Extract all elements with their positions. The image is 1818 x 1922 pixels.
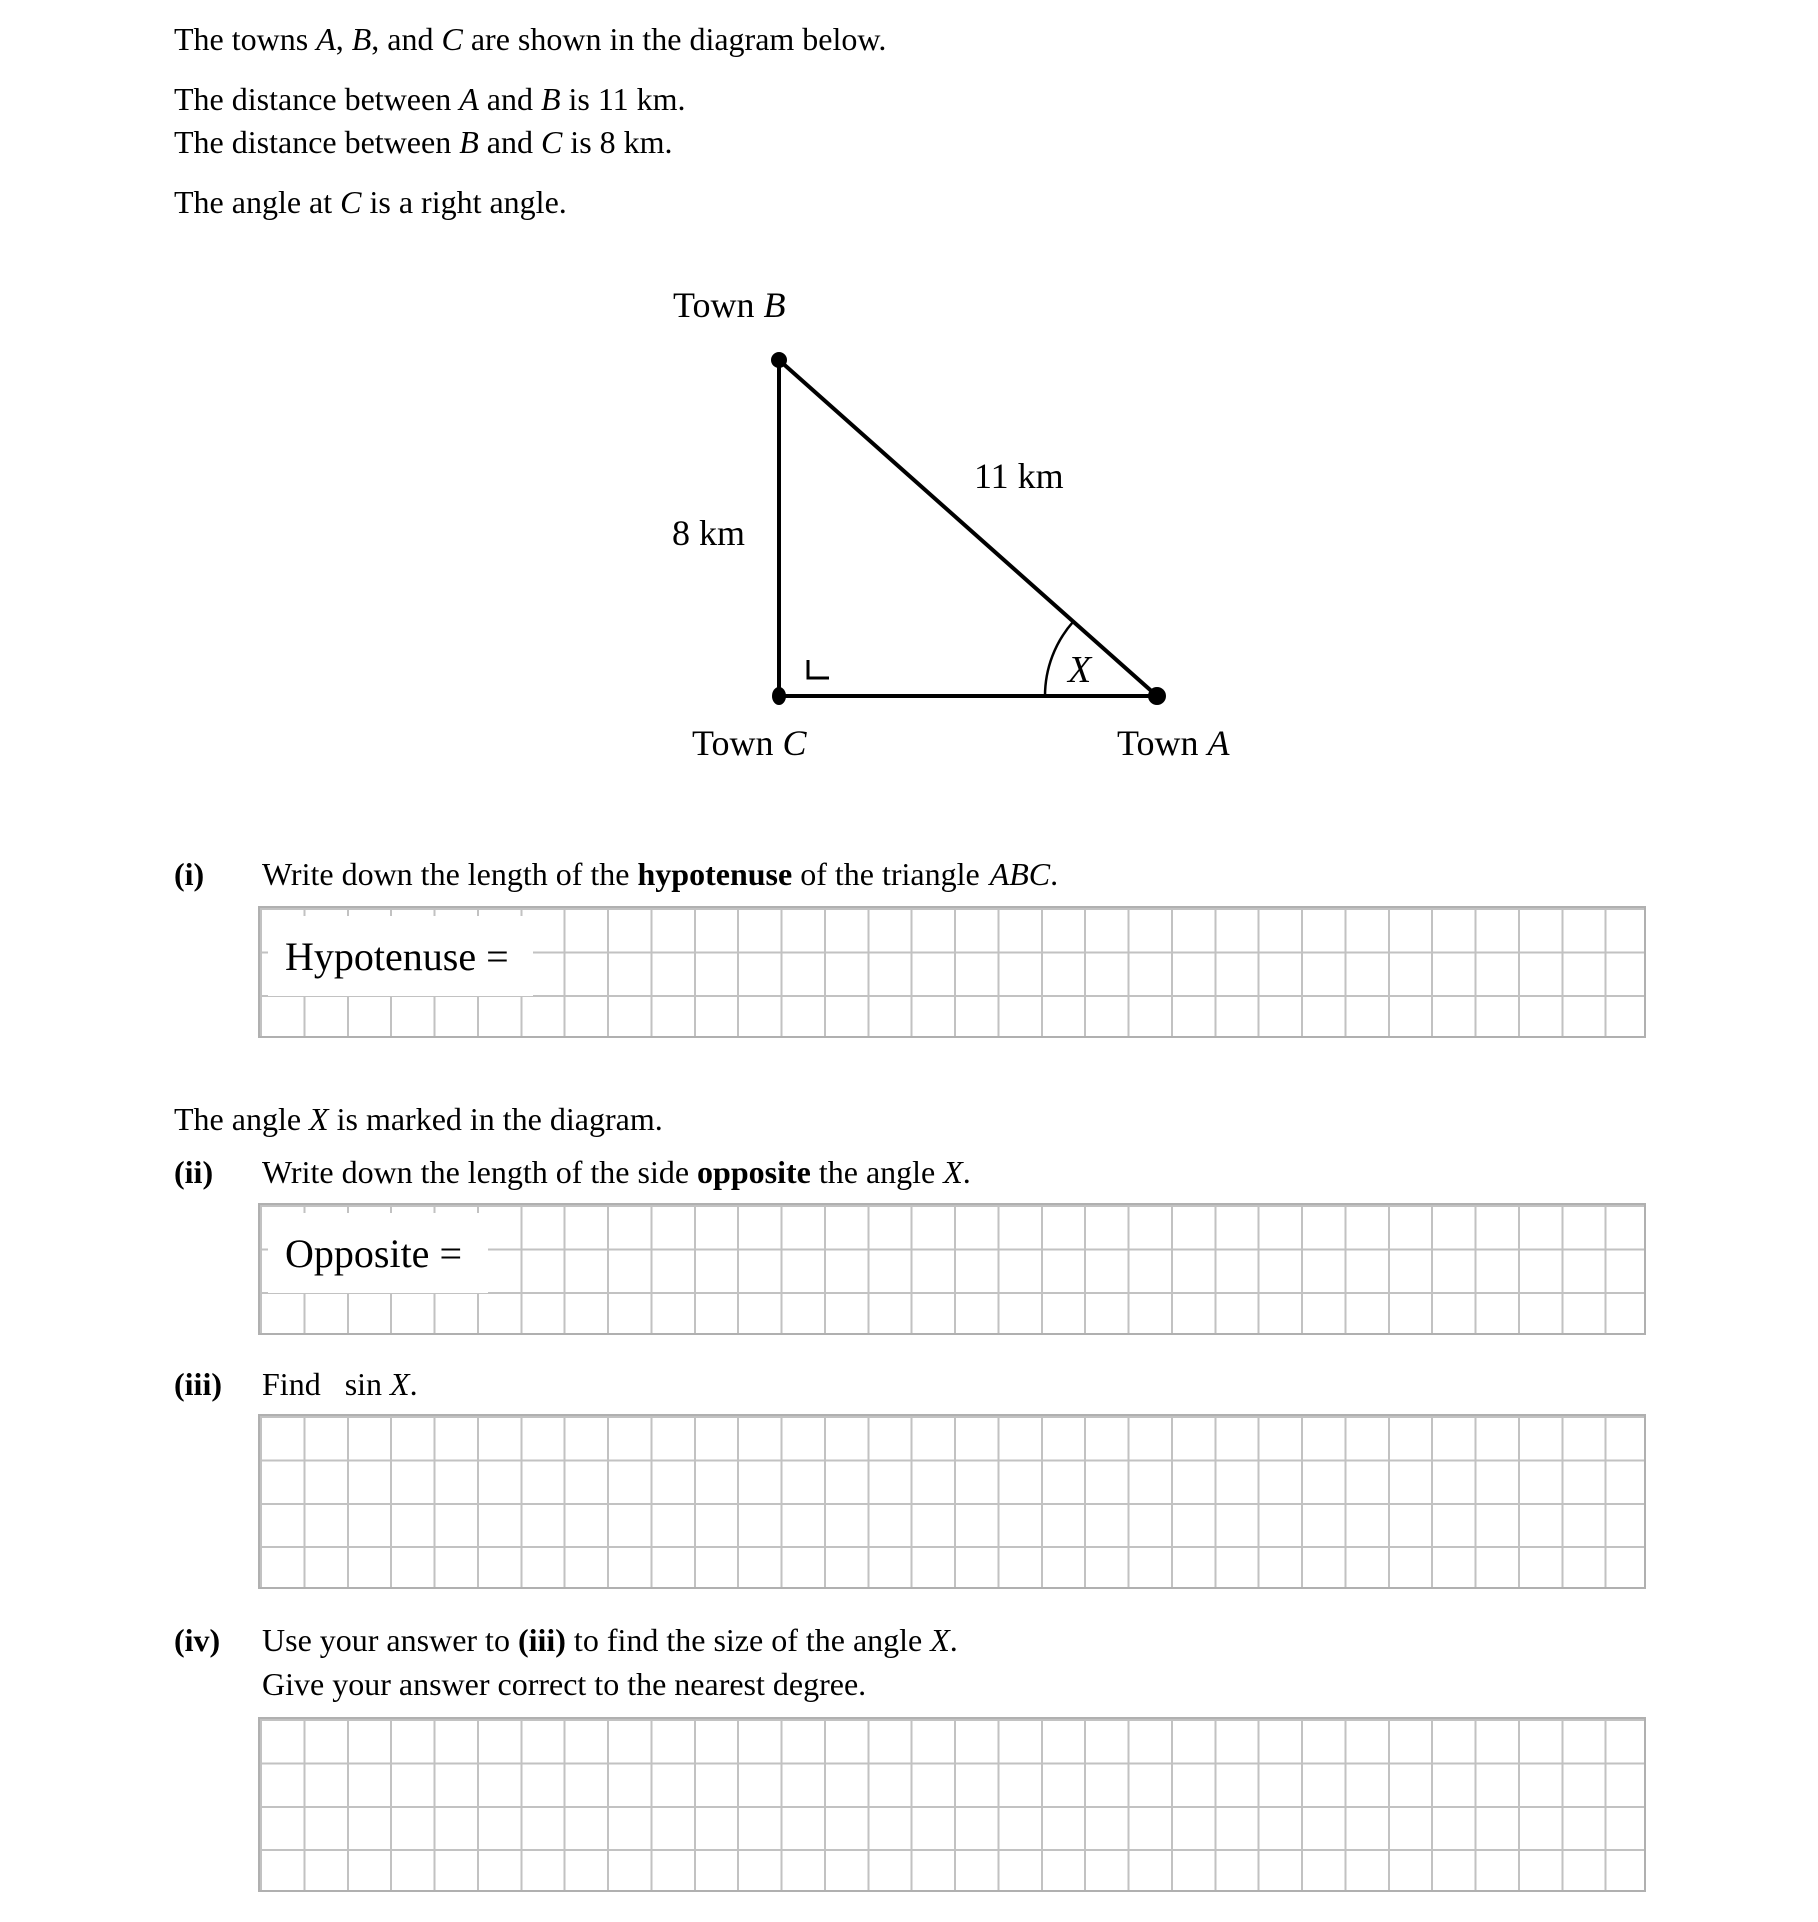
var-B: B xyxy=(351,21,372,57)
var-C: C xyxy=(340,184,362,220)
var-C: C xyxy=(540,124,563,160)
answer-grid-iv xyxy=(258,1717,1646,1892)
question-iv-text-line2: Give your answer correct to the nearest degree. xyxy=(262,1666,867,1702)
town-c-label: Town C xyxy=(692,723,807,763)
answer-grid-i xyxy=(258,906,1646,1038)
var-A: A xyxy=(316,21,336,57)
answer-panel-hypotenuse xyxy=(268,916,533,996)
opposite-answer-label: Opposite xyxy=(285,1230,430,1276)
question-ii-number: (ii) xyxy=(174,1154,214,1190)
question-iii-number: (iii) xyxy=(174,1366,222,1402)
equals-sign: = xyxy=(439,1230,462,1276)
town-b-label: Town B xyxy=(673,285,786,325)
intro-line-1: The towns A, B, and C are shown in the diagram below. xyxy=(174,21,887,57)
answer-grid-ii xyxy=(258,1203,1646,1335)
angle-note-line: The angle X is marked in the diagram. xyxy=(174,1101,663,1137)
intro-line-3: The distance between B and C is 8 km. xyxy=(174,124,673,160)
vertex-a-dot xyxy=(1148,687,1166,705)
intro-line-4: The angle at C is a right angle. xyxy=(174,184,567,220)
answer-grid-iii xyxy=(258,1414,1646,1589)
var-B: B xyxy=(540,81,561,117)
angle-x-label: X xyxy=(1068,649,1092,691)
var-X: X xyxy=(390,1366,410,1402)
intro-line-2: The distance between A and B is 11 km. xyxy=(174,81,686,117)
var-X: X xyxy=(309,1101,329,1137)
var-X: X xyxy=(930,1622,950,1658)
vertex-b-dot xyxy=(771,352,787,368)
var-X: X xyxy=(943,1154,963,1190)
side-bc-length-label: 8 km xyxy=(671,513,745,553)
town-a-label: Town A xyxy=(1117,723,1230,763)
var-C: C xyxy=(441,21,463,57)
question-i-text: Write down the length of the hypotenuse of the triangle ABC. xyxy=(262,856,1059,892)
side-ab-hypotenuse-line xyxy=(779,360,1157,696)
question-iii-text: Find sin X. xyxy=(262,1366,418,1402)
question-ii-text: Write down the length of the side opposite the angle X. xyxy=(262,1154,971,1190)
question-iv-text-line1: Use your answer to (iii) to find the size of the angle X. xyxy=(262,1622,958,1658)
answer-panel-opposite xyxy=(268,1213,488,1293)
var-B: B xyxy=(459,124,479,160)
vertex-c-dot xyxy=(772,687,786,705)
equals-sign: = xyxy=(486,933,509,979)
var-ABC: ABC xyxy=(989,856,1051,892)
question-i-number: (i) xyxy=(174,856,205,892)
side-ab-length-label: 11 km xyxy=(974,456,1064,496)
hypotenuse-answer-label: Hypotenuse xyxy=(285,933,477,979)
triangle-diagram xyxy=(560,270,1320,790)
var-A: A xyxy=(459,81,479,117)
right-angle-icon xyxy=(808,660,829,678)
question-iv-number: (iv) xyxy=(174,1622,221,1658)
